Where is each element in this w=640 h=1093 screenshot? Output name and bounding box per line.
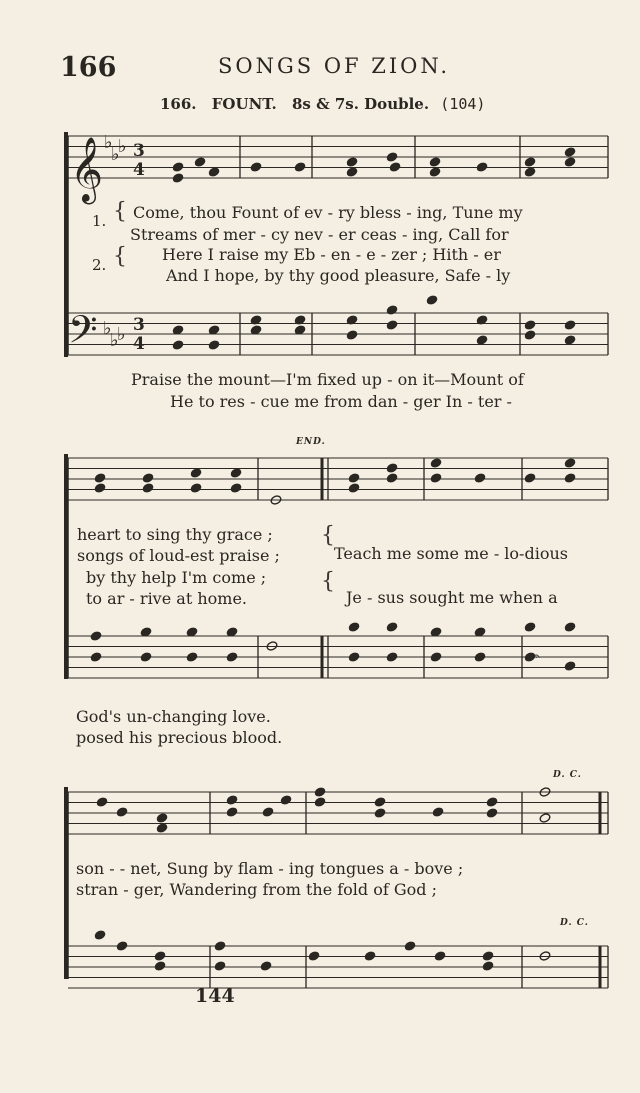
dc-marker: D. C. bbox=[553, 770, 582, 780]
note-head bbox=[226, 652, 238, 663]
note-head bbox=[426, 295, 438, 306]
note-head bbox=[474, 652, 486, 663]
lyric-line: Praise the mount—I'm fixed up - on it—Mount of bbox=[131, 370, 524, 389]
note-head bbox=[348, 473, 360, 484]
note-head bbox=[524, 473, 536, 484]
brace-icon: { bbox=[321, 569, 335, 594]
time-signature-bass bbox=[133, 315, 145, 354]
key-signature-treble bbox=[104, 132, 127, 165]
tune-number: (104) bbox=[440, 95, 486, 113]
fermata-icon: 𝄐 bbox=[533, 649, 540, 663]
note-head bbox=[386, 622, 398, 633]
system-bracket bbox=[64, 787, 68, 979]
svg-text:♭: ♭ bbox=[110, 330, 119, 351]
dc-marker: D. C. bbox=[560, 918, 589, 928]
treble-clef-icon: 𝄞 bbox=[70, 137, 104, 202]
note-head bbox=[154, 961, 166, 972]
svg-text:4: 4 bbox=[133, 160, 145, 180]
note-head bbox=[564, 458, 576, 469]
note-head bbox=[140, 652, 152, 663]
note-head bbox=[94, 483, 106, 494]
note-head bbox=[214, 941, 226, 952]
note-head bbox=[564, 157, 576, 168]
note-head bbox=[476, 335, 488, 346]
lyric-line: And I hope, by thy good pleasure, Safe - ly bbox=[166, 266, 511, 285]
note-head bbox=[386, 473, 398, 484]
svg-text:♭: ♭ bbox=[104, 132, 113, 153]
note-head bbox=[524, 330, 536, 341]
note-head bbox=[430, 473, 442, 484]
note-head bbox=[116, 807, 128, 818]
svg-text:♭: ♭ bbox=[117, 324, 126, 345]
note-head bbox=[156, 823, 168, 834]
lyric-line: stran - ger, Wandering from the fold of God ; bbox=[76, 880, 438, 899]
note-head bbox=[434, 951, 446, 962]
note-head bbox=[154, 951, 166, 962]
brace-icon: { bbox=[113, 244, 127, 269]
note-head bbox=[348, 652, 360, 663]
note-head bbox=[90, 652, 102, 663]
note-head bbox=[156, 813, 168, 824]
lyric-line: Teach me some me - lo-dious bbox=[334, 544, 568, 563]
note-head bbox=[94, 930, 106, 941]
lyric-line: Here I raise my Eb - en - e - zer ; Hith - er bbox=[162, 245, 501, 264]
note-head bbox=[280, 795, 292, 806]
note-head bbox=[389, 162, 401, 173]
meter: 8s & 7s. Double. bbox=[291, 95, 430, 113]
note-head bbox=[250, 162, 262, 173]
lyric-line: son - - net, Sung by flam - ing tongues a - bove ; bbox=[76, 859, 464, 878]
note-head bbox=[386, 652, 398, 663]
running-head: SONGS OF ZION. bbox=[218, 54, 451, 78]
note-head bbox=[539, 813, 551, 824]
note-head bbox=[564, 661, 576, 672]
note-head bbox=[142, 473, 154, 484]
note-head bbox=[314, 787, 326, 798]
note-head bbox=[94, 473, 106, 484]
note-head bbox=[186, 652, 198, 663]
note-head bbox=[208, 340, 220, 351]
time-signature-treble bbox=[133, 141, 145, 180]
lyric-line: songs of loud-est praise ; bbox=[77, 546, 280, 565]
note-head bbox=[172, 173, 184, 184]
note-head bbox=[346, 157, 358, 168]
note-head bbox=[564, 320, 576, 331]
note-head bbox=[524, 167, 536, 178]
note-head bbox=[294, 162, 306, 173]
tune-name: FOUNT. bbox=[211, 95, 277, 113]
note-head bbox=[116, 941, 128, 952]
note-head bbox=[386, 152, 398, 163]
note-head bbox=[430, 458, 442, 469]
bass-clef-icon: 𝄢 bbox=[68, 307, 98, 361]
note-head bbox=[364, 951, 376, 962]
lyric-line: by thy help I'm come ; bbox=[86, 568, 267, 587]
note-head bbox=[172, 162, 184, 173]
note-head bbox=[564, 473, 576, 484]
svg-text:♭: ♭ bbox=[111, 144, 120, 165]
page-number: 166 bbox=[60, 52, 117, 83]
note-head bbox=[429, 167, 441, 178]
note-head bbox=[374, 797, 386, 808]
lyric-line: Streams of mer - cy nev - er ceas - ing, Call for bbox=[130, 225, 509, 244]
note-head bbox=[386, 320, 398, 331]
note-head bbox=[482, 951, 494, 962]
note-head bbox=[486, 808, 498, 819]
note-head bbox=[476, 162, 488, 173]
note-head bbox=[226, 807, 238, 818]
note-head bbox=[262, 807, 274, 818]
note-head bbox=[386, 463, 398, 474]
note-head bbox=[314, 797, 326, 808]
note-head bbox=[226, 795, 238, 806]
note-head bbox=[374, 808, 386, 819]
note-head bbox=[486, 797, 498, 808]
note-head bbox=[429, 157, 441, 168]
svg-text:♭: ♭ bbox=[103, 318, 112, 339]
note-head bbox=[386, 305, 398, 316]
svg-text:3: 3 bbox=[133, 141, 145, 161]
lyric-line: posed his precious blood. bbox=[76, 728, 283, 747]
lyric-line: heart to sing thy grace ; bbox=[77, 525, 273, 544]
end-marker: END. bbox=[296, 437, 326, 447]
hymn-number: 166. bbox=[160, 95, 197, 113]
brace-icon: { bbox=[113, 199, 127, 224]
note-head bbox=[90, 631, 102, 642]
note-head bbox=[524, 157, 536, 168]
note-head bbox=[348, 622, 360, 633]
brace-icon: { bbox=[321, 523, 335, 548]
note-head bbox=[346, 330, 358, 341]
lyric-line: God's un-changing love. bbox=[76, 707, 271, 726]
lyric-line: Come, thou Fount of ev - ry bless - ing, Tune my bbox=[133, 203, 523, 222]
note-head bbox=[172, 340, 184, 351]
note-head bbox=[564, 147, 576, 158]
note-head bbox=[190, 483, 202, 494]
note-head bbox=[348, 483, 360, 494]
svg-text:3: 3 bbox=[133, 315, 145, 335]
note-head bbox=[524, 622, 536, 633]
note-head bbox=[190, 468, 202, 479]
note-head bbox=[564, 335, 576, 346]
note-head bbox=[430, 652, 442, 663]
note-head bbox=[404, 941, 416, 952]
lyric-line: Je - sus sought me when a bbox=[346, 588, 558, 607]
note-head bbox=[214, 961, 226, 972]
note-head bbox=[194, 157, 206, 168]
svg-text:♭: ♭ bbox=[118, 136, 127, 157]
note-head bbox=[432, 807, 444, 818]
note-head bbox=[230, 483, 242, 494]
note-head bbox=[524, 320, 536, 331]
note-head bbox=[208, 167, 220, 178]
note-head bbox=[230, 468, 242, 479]
verse-number: 1. bbox=[92, 212, 107, 230]
system-bracket bbox=[64, 132, 68, 357]
svg-text:4: 4 bbox=[133, 334, 145, 354]
note-head bbox=[142, 483, 154, 494]
note-head bbox=[260, 961, 272, 972]
note-head bbox=[474, 473, 486, 484]
verse-number: 2. bbox=[92, 256, 107, 274]
note-head bbox=[482, 961, 494, 972]
note-head bbox=[308, 951, 320, 962]
note-head bbox=[564, 622, 576, 633]
footer-page-number: 144 bbox=[195, 985, 235, 1007]
note-head bbox=[346, 167, 358, 178]
system-bracket bbox=[64, 454, 68, 679]
lyric-line: to ar - rive at home. bbox=[86, 589, 247, 608]
note-head bbox=[96, 797, 108, 808]
lyric-line: He to res - cue me from dan - ger In - ter - bbox=[170, 392, 512, 411]
